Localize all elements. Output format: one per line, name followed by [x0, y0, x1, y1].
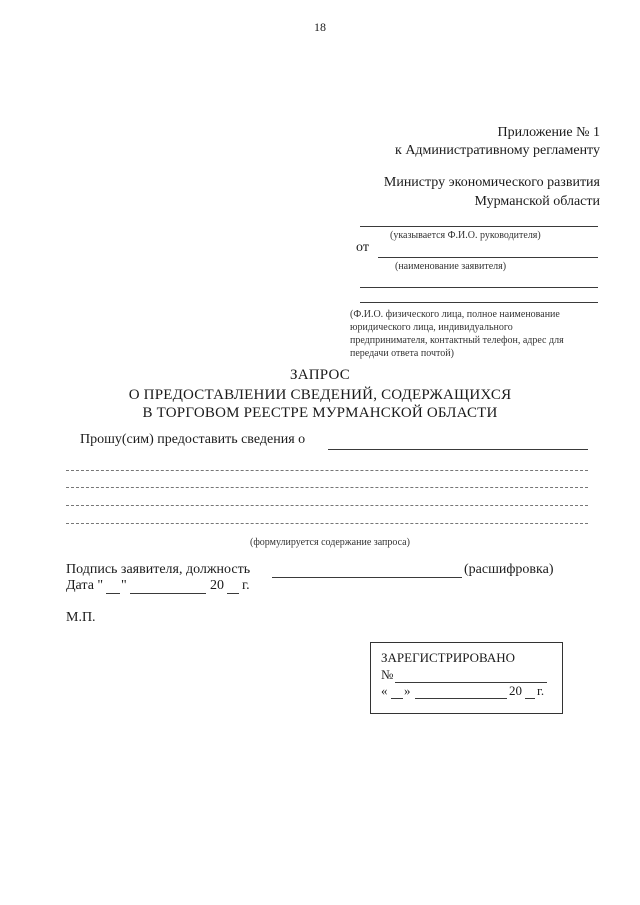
seal-label: М.П. [66, 610, 96, 625]
request-text: Прошу(сим) предоставить сведения о [80, 432, 306, 447]
signature-decoding: (расшифровка) [464, 562, 554, 577]
applicant-details-note [350, 308, 564, 360]
request-note: (формулируется содержание запроса) [250, 537, 410, 548]
registration-stamp [370, 642, 563, 714]
head-name-note: (указывается Ф.И.О. руководителя) [390, 230, 541, 241]
stamp-date-close: » [404, 683, 411, 698]
request-line-4[interactable] [66, 505, 588, 506]
date-year-line[interactable] [227, 593, 239, 594]
applicant-details-note-line: предпринимателя, контактный телефон, адрес для [350, 335, 564, 346]
appendix-line2: к Административному регламенту [395, 143, 600, 158]
stamp-number-line[interactable] [395, 682, 547, 683]
date-month-line[interactable] [130, 593, 206, 594]
stamp-month-line[interactable] [415, 698, 507, 699]
request-line-1[interactable] [328, 449, 588, 450]
date-day-line[interactable] [106, 593, 120, 594]
document-subtitle-2: В ТОРГОВОМ РЕЕСТРЕ МУРМАНСКОЙ ОБЛАСТИ [142, 405, 498, 421]
stamp-year-suffix: г. [537, 683, 545, 698]
request-line-3[interactable] [66, 487, 588, 488]
applicant-details-note-line: передачи ответа почтой) [350, 348, 454, 359]
document-title: ЗАПРОС [290, 367, 350, 383]
stamp-day-line[interactable] [391, 698, 403, 699]
head-name-line[interactable] [360, 226, 598, 227]
date-year-suffix: г. [242, 578, 250, 593]
signature-line[interactable] [272, 577, 462, 578]
stamp-number-label: № [381, 667, 394, 682]
applicant-details-line-1[interactable] [360, 287, 598, 288]
from-label: от [356, 240, 369, 255]
request-line-5[interactable] [66, 523, 588, 524]
applicant-note: (наименование заявителя) [395, 261, 507, 272]
request-line-2[interactable] [66, 470, 588, 471]
document-subtitle-1: О ПРЕДОСТАВЛЕНИИ СВЕДЕНИЙ, СОДЕРЖАЩИХСЯ [128, 387, 512, 403]
date-year-prefix: 20 [210, 578, 224, 593]
stamp-year-line[interactable] [525, 698, 535, 699]
addressee-line1: Министру экономического развития [383, 175, 600, 190]
addressee-line2: Мурманской области [474, 194, 600, 209]
stamp-date-open: « [381, 683, 388, 698]
appendix-line1: Приложение № 1 [497, 125, 600, 140]
applicant-line[interactable] [378, 257, 598, 258]
date-label: Дата " [66, 578, 104, 593]
page-number: 18 [314, 20, 326, 34]
applicant-details-line-2[interactable] [360, 302, 598, 303]
date-quote-close: " [121, 578, 127, 593]
applicant-details-note-line: (Ф.И.О. физического лица, полное наименование [350, 309, 560, 320]
signature-label: Подпись заявителя, должность [66, 562, 251, 577]
applicant-details-note-line: юридического лица, индивидуального [350, 322, 513, 333]
stamp-year-prefix: 20 [509, 683, 522, 698]
stamp-title: ЗАРЕГИСТРИРОВАНО [381, 650, 515, 665]
